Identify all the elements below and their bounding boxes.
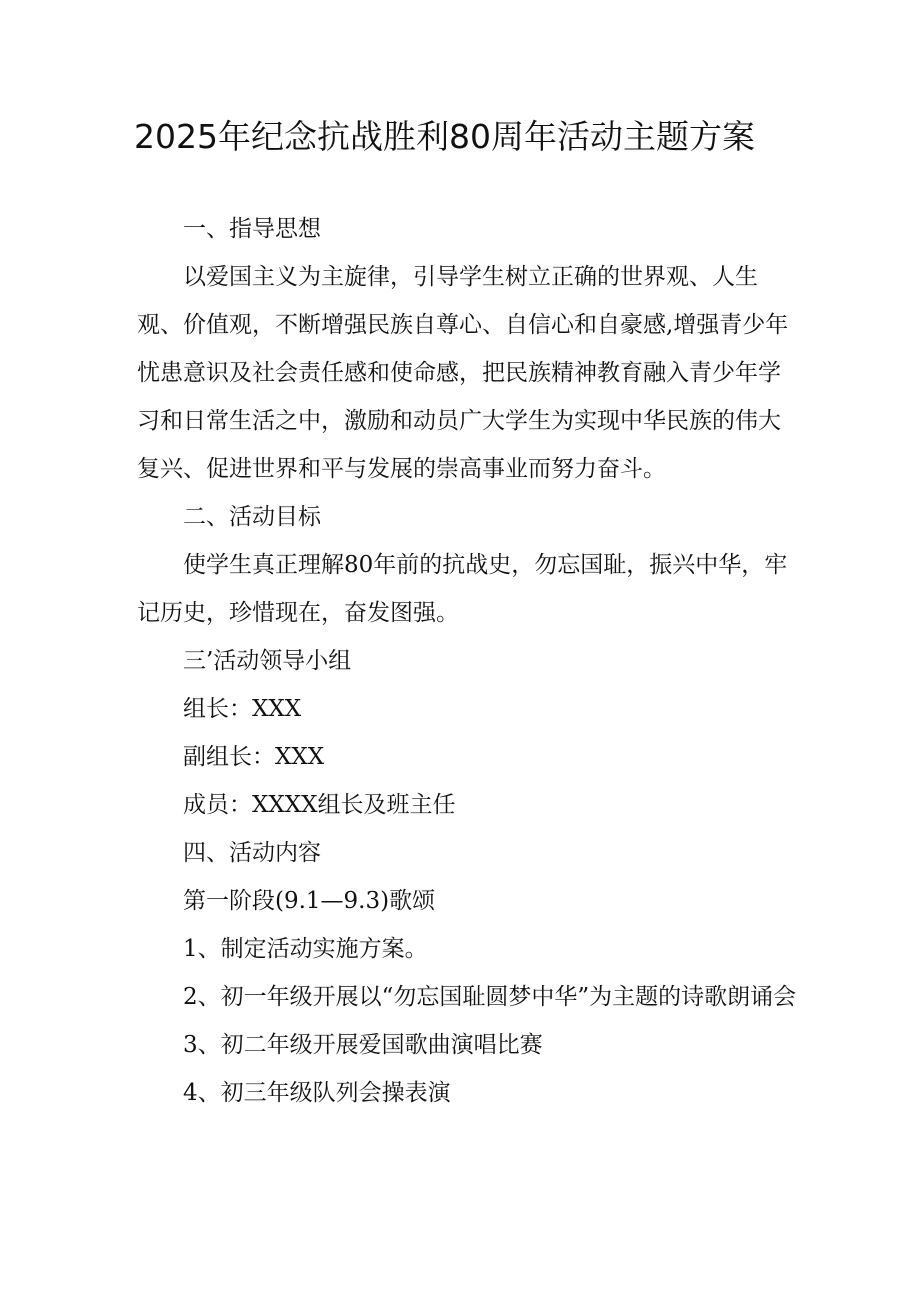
section-heading-guiding-ideology: 一、指导思想 <box>183 216 321 242</box>
paragraph-guiding-ideology: 以爱国主义为主旋律，引导学生树立正确的世界观、人生观、价值观，不断增强民族自尊心、自信心和自豪感,增强青少年忧患意识及社会责任感和使命感，把民族精神教育融入青少年学习和日常生活之中，激励和动员广大学生为实现中华民族的伟大复兴、促进世界和平与发展的崇高事业而努力奋斗。 <box>137 264 789 482</box>
list-item-1: 1、制定活动实施方案。 <box>183 936 428 962</box>
stage-one-heading: 第一阶段(9.1—9.3)歌颂 <box>183 888 436 914</box>
deputy-leader-line: 副组长：XXX <box>183 744 325 770</box>
list-item-4: 4、初三年级队列会操表演 <box>183 1080 451 1106</box>
list-item-3: 3、初二年级开展爱国歌曲演唱比赛 <box>183 1032 543 1058</box>
document-title: 2025年纪念抗战胜利80周年活动主题方案 <box>134 117 755 156</box>
list-item-2: 2、初一年级开展以“勿忘国耻圆梦中华”为主题的诗歌朗诵会 <box>183 984 797 1010</box>
section-heading-activity-goals: 二、活动目标 <box>183 504 321 530</box>
document-body <box>137 205 801 1117</box>
paragraph-activity-goals: 使学生真正理解80年前的抗战史，勿忘国耻，振兴中华，牢记历史，珍惜现在，奋发图强。 <box>137 552 788 626</box>
members-line: 成员：XXXX组长及班主任 <box>183 792 456 818</box>
leader-line: 组长：XXX <box>183 696 302 722</box>
section-heading-leadership-group: 三’活动领导小组 <box>183 648 352 674</box>
section-heading-activity-content: 四、活动内容 <box>183 840 321 866</box>
